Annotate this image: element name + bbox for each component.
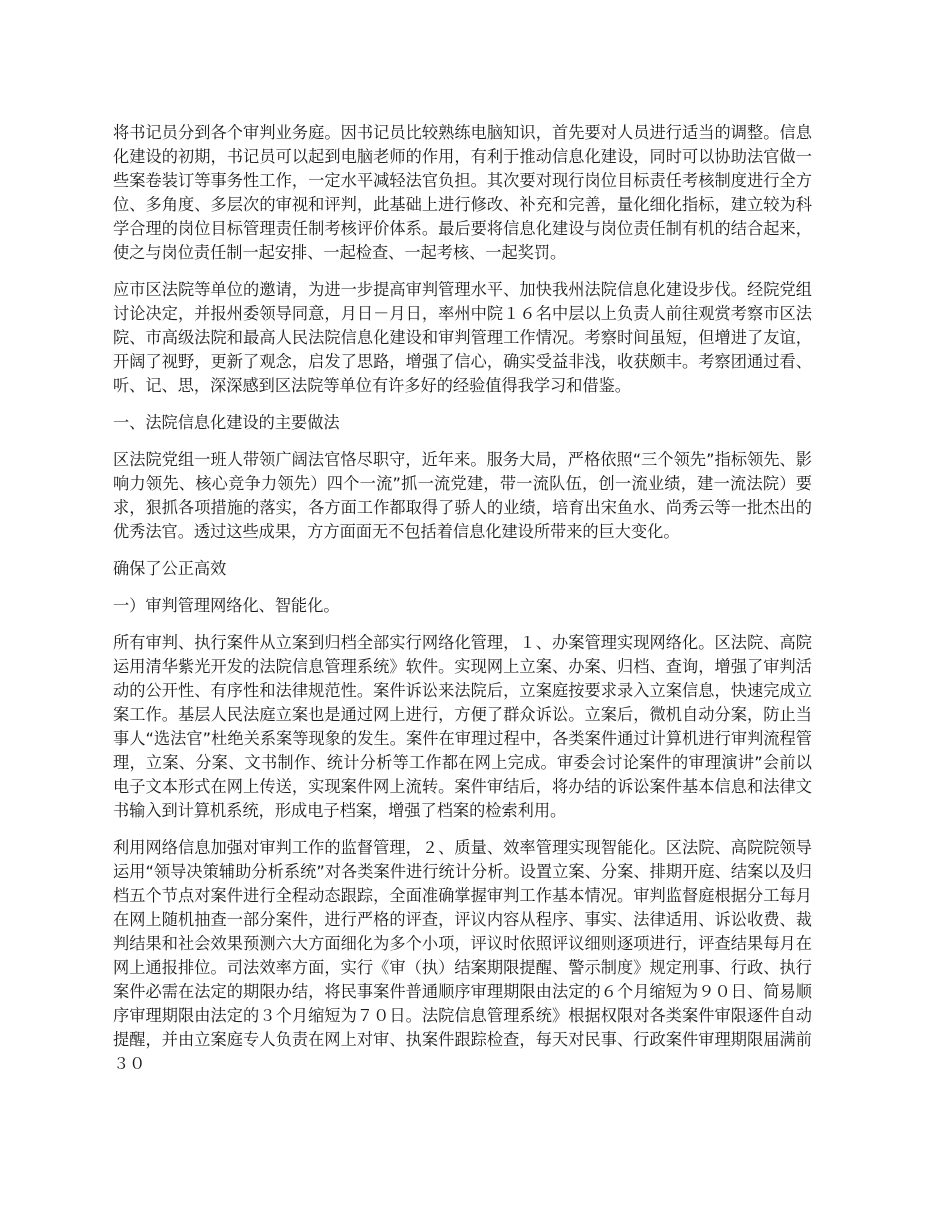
paragraph-court-achievements: 区法院党组一班人带领广阔法官恪尽职守，近年来。服务大局，严格依照“三个领先”指标领先、影响力领先、核心竞争力领先）四个一流”抓一流党建，带一流队伍，创一流业绩，建一流法院）要求，狠抓各项措施的落实，各方面工作都取得了骄人的业绩，培育出宋鱼水、尚秀云等一批杰出的优秀法官。透过这些成果，方方面面无不包括着信息化建设所带来的巨大变化。	[113, 450, 812, 541]
paragraph-case-networking: 所有审判、执行案件从立案到归档全部实行网络化管理，１、办案管理实现网络化。区法院、高院运用清华紫光开发的法院信息管理系统》软件。实现网上立案、办案、归档、查询，增强了审判活动的公开性、有序性和法律规范性。案件诉讼来法院后，立案庭按要求录入立案信息，快速完成立案工作。基层人民法庭立案也是通过网上进行，方便了群众诉讼。立案后，微机自动分案，防止当事人“选法官”杜绝关系案等现象的发生。案件在审理过程中，各类案件通过计算机进行审判流程管理，立案、分案、文书制作、统计分析等工作都在网上完成。审委会讨论案件的审理演讲”会前以电子文本形式在网上传送，实现案件网上流转。案件审结后，将办结的诉讼案件基本信息和法律文书输入到计算机系统，形成电子档案，增强了档案的检索利用。	[113, 633, 812, 820]
subheading-fairness-efficiency: 确保了公正高效	[113, 559, 227, 578]
subheading-network-management: 一）审判管理网络化、智能化。	[113, 596, 340, 615]
section-heading-main-practices: 一、法院信息化建设的主要做法	[113, 413, 340, 432]
paragraph-inspection-visit: 应市区法院等单位的邀请，为进一步提高审判管理水平、加快我州法院信息化建设步伐。经院党组讨论决定，并报州委领导同意，月日－月日，率州中院１６名中层以上负责人前往观赏考察市区法院、市高级法院和最高人民法院信息化建设和审判管理工作情况。考察时间虽短，但增进了友谊，开阔了视野，更新了观念，启发了思路，增强了信心，确实受益非浅，收获颇丰。考察团通过看、听、记、思，深深感到区法院等单位有许多好的经验值得我学习和借鉴。	[113, 280, 812, 395]
paragraph-clerk-assignment: 将书记员分到各个审判业务庭。因书记员比较熟练电脑知识，首先要对人员进行适当的调整。信息化建设的初期，书记员可以起到电脑老师的作用，有利于推动信息化建设，同时可以协助法官做一些案卷装订等事务性工作，一定水平减轻法官负担。其次要对现行岗位目标责任考核制度进行全方位、多角度、多层次的审视和评判，此基础上进行修改、补充和完善，量化细化指标，建立较为科学合理的岗位目标管理责任制考核评价体系。最后要将信息化建设与岗位责任制有机的结合起来，使之与岗位责任制一起安排、一起检查、一起考核、一起奖罚。	[113, 123, 812, 262]
paragraph-quality-efficiency: 利用网络信息加强对审判工作的监督管理，２、质量、效率管理实现智能化。区法院、高院院领导运用“领导决策辅助分析系统”对各类案件进行统计分析。设置立案、分案、排期开庭、结案以及归档五个节点对案件进行全程动态跟踪，全面准确掌握审判工作基本情况。审判监督庭根据分工每月在网上随机抽查一部分案件，进行严格的评查，评议内容从程序、事实、法律适用、诉讼收费、裁判结果和社会效果预测六大方面细化为多个小项，评议时依照评议细则逐项进行，评查结果每月在网上通报排位。司法效率方面，实行《审（执）结案期限提醒、警示制度》规定刑事、行政、执行案件必需在法定的期限办结，将民事案件普通顺序审理期限由法定的６个月缩短为９０日、简易顺序审理期限由法定的３个月缩短为７０日。法院信息管理系统》根据权限对各类案件审限逐件自动提醒，并由立案庭专人负责在网上对审、执案件跟踪检查，每天对民事、行政案件审理期限届满前３０	[113, 838, 812, 1073]
